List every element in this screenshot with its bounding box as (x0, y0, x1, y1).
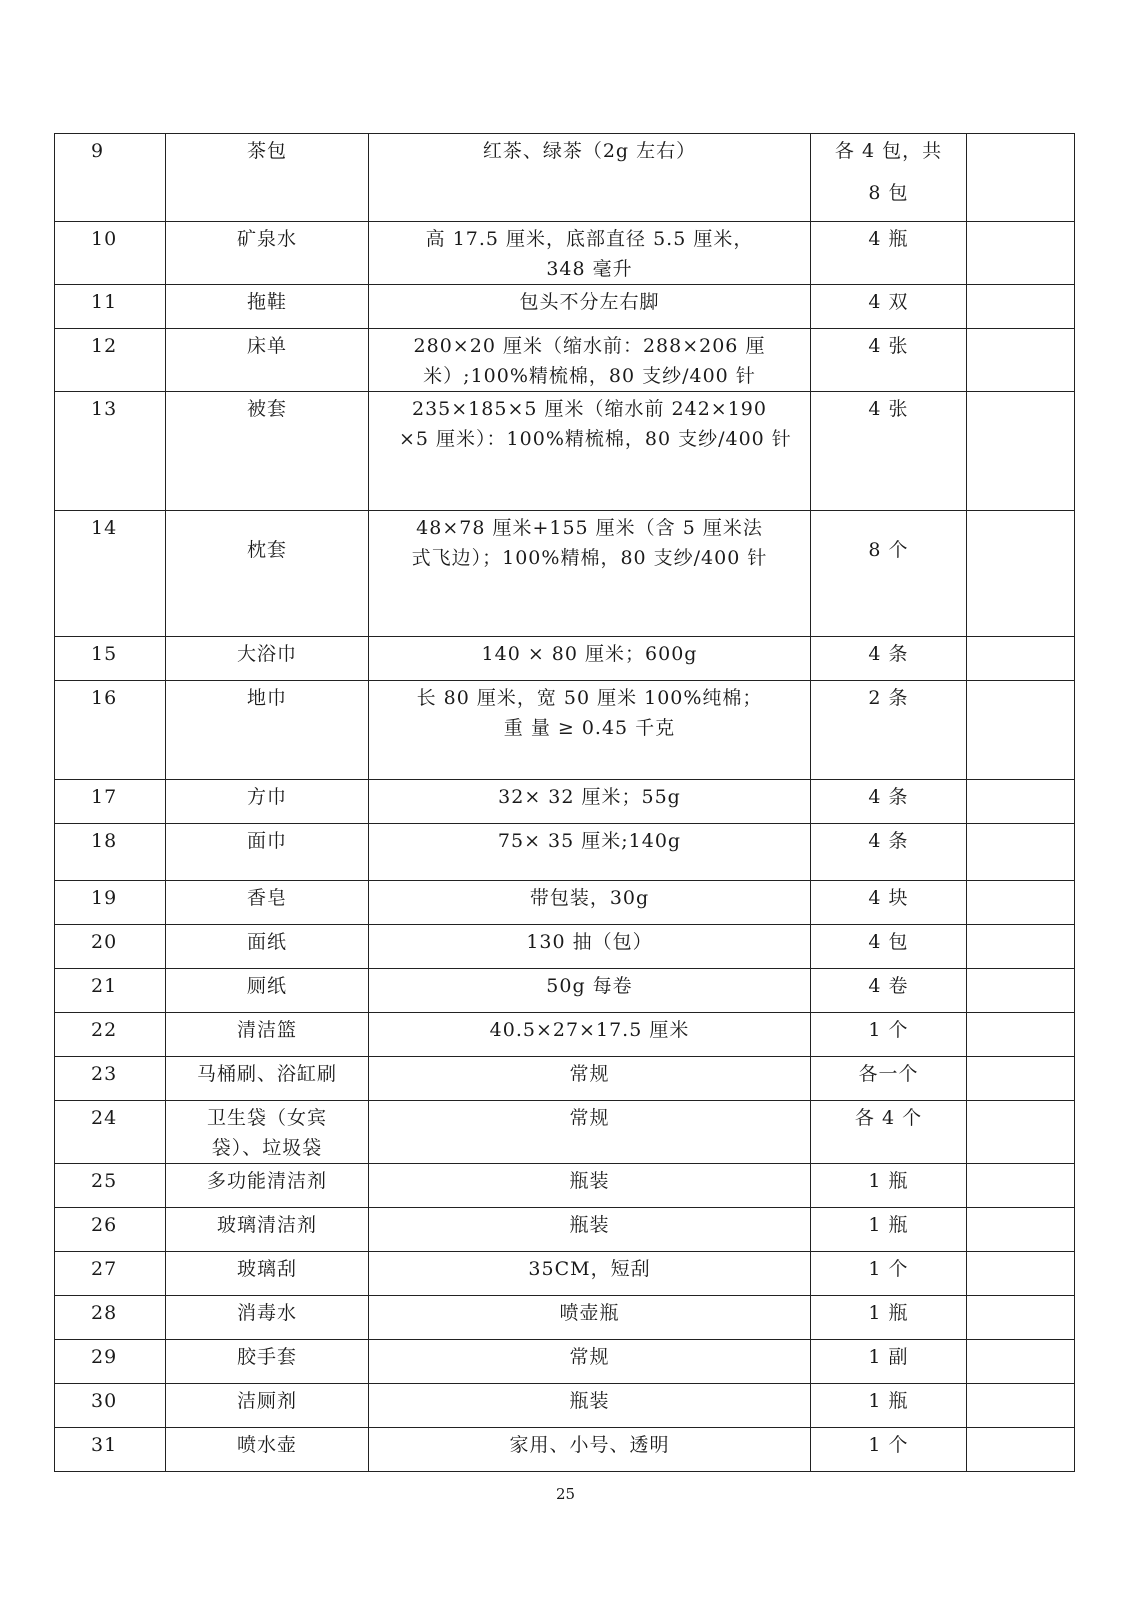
item-spec: 35CM，短刮 (369, 1252, 811, 1296)
table-row (55, 1384, 1075, 1428)
table-row (55, 1164, 1075, 1208)
table-row (55, 1057, 1075, 1101)
item-spec: 常规 (369, 1340, 811, 1384)
item-quantity: 1 个 (811, 1428, 967, 1472)
item-name: 马桶刷、浴缸刷 (166, 1057, 369, 1101)
item-remark (967, 1208, 1075, 1252)
item-spec: 32× 32 厘米；55g (369, 780, 811, 824)
item-spec: 瓶装 (369, 1384, 811, 1428)
item-remark (967, 969, 1075, 1013)
item-remark (967, 222, 1075, 285)
item-name: 枕套 (166, 511, 369, 637)
item-name: 床单 (166, 329, 369, 392)
item-quantity: 1 副 (811, 1340, 967, 1384)
table-row (55, 285, 1075, 329)
row-number: 21 (55, 969, 166, 1013)
row-number: 19 (55, 881, 166, 925)
item-spec: 瓶装 (369, 1164, 811, 1208)
item-spec: 40.5×27×17.5 厘米 (369, 1013, 811, 1057)
row-number: 22 (55, 1013, 166, 1057)
item-remark (967, 1296, 1075, 1340)
item-spec: 红茶、绿茶（2g 左右） (369, 134, 811, 222)
table-row (55, 969, 1075, 1013)
row-number: 30 (55, 1384, 166, 1428)
item-remark (967, 1101, 1075, 1164)
item-remark (967, 1057, 1075, 1101)
item-spec: 130 抽（包） (369, 925, 811, 969)
table-row (55, 1101, 1075, 1164)
item-name: 矿泉水 (166, 222, 369, 285)
item-spec: 48×78 厘米+155 厘米（含 5 厘米法 式飞边）；100%精棉，80 支纱/400 针 (369, 511, 811, 637)
item-quantity: 2 条 (811, 681, 967, 780)
table-row (55, 1340, 1075, 1384)
item-quantity: 1 瓶 (811, 1296, 967, 1340)
table-row (55, 1013, 1075, 1057)
item-remark (967, 1252, 1075, 1296)
table-row (55, 134, 1075, 222)
page-number: 25 (555, 1485, 576, 1503)
row-number: 17 (55, 780, 166, 824)
item-remark (967, 285, 1075, 329)
table-row (55, 511, 1075, 637)
item-spec: 常规 (369, 1057, 811, 1101)
row-number: 23 (55, 1057, 166, 1101)
row-number: 10 (55, 222, 166, 285)
row-number: 14 (55, 511, 166, 637)
row-number: 11 (55, 285, 166, 329)
item-quantity: 4 包 (811, 925, 967, 969)
item-quantity: 1 瓶 (811, 1164, 967, 1208)
item-remark (967, 134, 1075, 222)
row-number: 9 (55, 134, 166, 222)
item-name: 茶包 (166, 134, 369, 222)
row-number: 20 (55, 925, 166, 969)
item-table (54, 133, 1075, 1472)
row-number: 24 (55, 1101, 166, 1164)
table-row (55, 824, 1075, 881)
item-spec: 喷壶瓶 (369, 1296, 811, 1340)
table-row (55, 681, 1075, 780)
item-spec: 家用、小号、透明 (369, 1428, 811, 1472)
table-row (55, 925, 1075, 969)
item-name: 面纸 (166, 925, 369, 969)
item-quantity: 4 条 (811, 780, 967, 824)
row-number: 16 (55, 681, 166, 780)
item-spec: 瓶装 (369, 1208, 811, 1252)
item-name: 拖鞋 (166, 285, 369, 329)
row-number: 13 (55, 392, 166, 511)
item-name: 厕纸 (166, 969, 369, 1013)
table-row (55, 881, 1075, 925)
item-spec: 75× 35 厘米;140g (369, 824, 811, 881)
row-number: 26 (55, 1208, 166, 1252)
item-name: 地巾 (166, 681, 369, 780)
item-name: 玻璃清洁剂 (166, 1208, 369, 1252)
item-quantity: 4 卷 (811, 969, 967, 1013)
row-number: 15 (55, 637, 166, 681)
item-spec: 高 17.5 厘米，底部直径 5.5 厘米， 348 毫升 (369, 222, 811, 285)
item-name: 方巾 (166, 780, 369, 824)
item-spec: 常规 (369, 1101, 811, 1164)
item-remark (967, 1428, 1075, 1472)
item-quantity: 各一个 (811, 1057, 967, 1101)
item-spec: 长 80 厘米，宽 50 厘米 100%纯棉； 重 量 ≥ 0.45 千克 (369, 681, 811, 780)
item-quantity: 1 瓶 (811, 1208, 967, 1252)
table-row (55, 1252, 1075, 1296)
item-remark (967, 392, 1075, 511)
item-quantity: 4 张 (811, 329, 967, 392)
item-spec: 140 × 80 厘米；600g (369, 637, 811, 681)
item-remark (967, 780, 1075, 824)
item-quantity: 1 个 (811, 1252, 967, 1296)
item-remark (967, 925, 1075, 969)
item-remark (967, 1384, 1075, 1428)
item-name: 胶手套 (166, 1340, 369, 1384)
item-spec: 280×20 厘米（缩水前：288×206 厘 米）;100%精梳棉，80 支纱/400 针 (369, 329, 811, 392)
item-name: 面巾 (166, 824, 369, 881)
item-remark (967, 881, 1075, 925)
item-spec: 50g 每卷 (369, 969, 811, 1013)
item-quantity: 4 双 (811, 285, 967, 329)
item-name: 清洁篮 (166, 1013, 369, 1057)
item-quantity: 4 块 (811, 881, 967, 925)
item-name: 多功能清洁剂 (166, 1164, 369, 1208)
item-quantity: 4 张 (811, 392, 967, 511)
row-number: 18 (55, 824, 166, 881)
row-number: 28 (55, 1296, 166, 1340)
item-spec: 带包装，30g (369, 881, 811, 925)
table-row (55, 1208, 1075, 1252)
item-remark (967, 637, 1075, 681)
item-name: 香皂 (166, 881, 369, 925)
item-quantity: 各 4 个 (811, 1101, 967, 1164)
table-row (55, 1428, 1075, 1472)
row-number: 31 (55, 1428, 166, 1472)
item-spec: 235×185×5 厘米（缩水前 242×190 ×5 厘米）：100%精梳棉，80 支纱/400 针 (369, 392, 811, 511)
item-quantity: 1 个 (811, 1013, 967, 1057)
item-name: 被套 (166, 392, 369, 511)
item-quantity: 1 瓶 (811, 1384, 967, 1428)
item-quantity: 4 条 (811, 637, 967, 681)
table-row (55, 222, 1075, 285)
item-name: 卫生袋（女宾 袋）、垃圾袋 (166, 1101, 369, 1164)
item-name: 喷水壶 (166, 1428, 369, 1472)
item-quantity: 4 条 (811, 824, 967, 881)
row-number: 12 (55, 329, 166, 392)
item-spec: 包头不分左右脚 (369, 285, 811, 329)
item-name: 大浴巾 (166, 637, 369, 681)
table-row (55, 392, 1075, 511)
item-name: 洁厕剂 (166, 1384, 369, 1428)
item-quantity: 8 个 (811, 511, 967, 637)
item-name: 玻璃刮 (166, 1252, 369, 1296)
item-remark (967, 1164, 1075, 1208)
item-remark (967, 1013, 1075, 1057)
table-row (55, 329, 1075, 392)
table-row (55, 637, 1075, 681)
item-remark (967, 1340, 1075, 1384)
item-quantity: 4 瓶 (811, 222, 967, 285)
table-row (55, 1296, 1075, 1340)
item-remark (967, 824, 1075, 881)
item-remark (967, 681, 1075, 780)
item-name: 消毒水 (166, 1296, 369, 1340)
item-quantity: 各 4 包，共 8 包 (811, 134, 967, 222)
row-number: 25 (55, 1164, 166, 1208)
table-row (55, 780, 1075, 824)
item-remark (967, 511, 1075, 637)
row-number: 27 (55, 1252, 166, 1296)
item-remark (967, 329, 1075, 392)
row-number: 29 (55, 1340, 166, 1384)
